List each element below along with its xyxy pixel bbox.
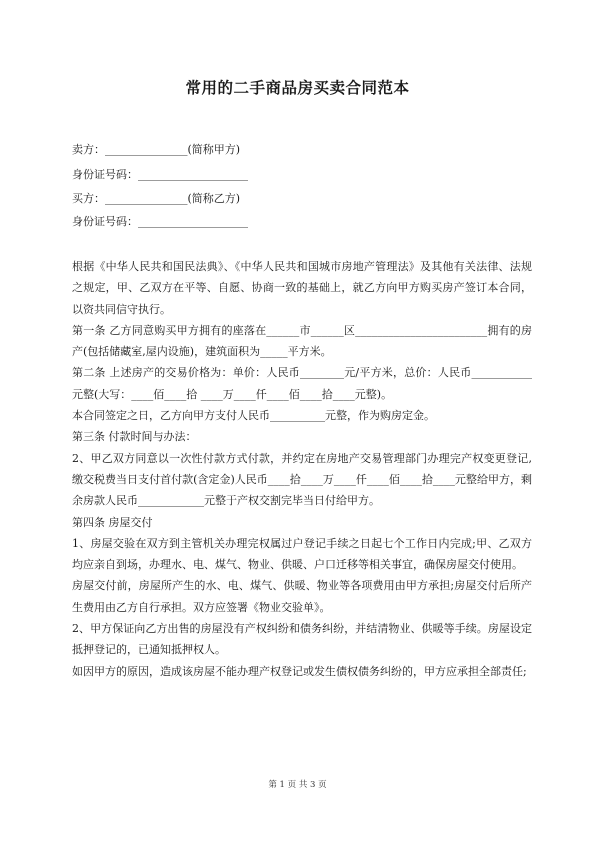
page-footer: 第 1 页 共 3 页 <box>268 780 327 790</box>
article-2-paragraph: 第二条 上述房产的交易价格为：单价：人民币________元/平方米，总价：人民币___________元整(大写：____佰____拾 ____万____仟____佰____拾____元整)。 <box>72 366 532 401</box>
buyer-id-line: 身份证号码：____________________ <box>72 215 248 228</box>
delivery-paragraph-2: 房屋交付前，房屋所产生的水、电、煤气、供暖、物业等各项费用由甲方承担;房屋交付后所产生费用由乙方自行承担。双方应签署《物业交验单》。 <box>72 579 532 614</box>
preamble-paragraph: 根据《中华人民共和国民法典》、《中华人民共和国城市房地产管理法》及其他有关法律、法规之规定，甲、乙双方在平等、自愿、协商一致的基础上，就乙方向甲方购买房产签订本合同，以资共同信守执行。 <box>72 260 532 316</box>
payment-paragraph: 2、甲乙双方同意以一次性付款方式付款，并约定在房地产交易管理部门办理完产权变更登记,缴交税费当日支付首付款(含定金)人民币____拾____万____仟____佰____拾____元整给甲方，剩余房款人民币____________元整于产权交割完毕当日付给甲方。 <box>72 451 532 508</box>
seller-line: 卖方：_______________(简称甲方) <box>72 143 241 156</box>
article-1-paragraph: 第一条 乙方同意购买甲方拥有的座落在______市______区________________________拥有的房产(包括储藏室,屋内设施)，建筑面积为_____平方米。 <box>72 323 532 359</box>
article-4-heading: 第四条 房屋交付 <box>72 515 153 529</box>
delivery-paragraph-4: 如因甲方的原因，造成该房屋不能办理产权登记或发生债权债务纠纷的，甲方应承担全部责任; <box>72 664 527 678</box>
delivery-paragraph-3: 2、甲方保证向乙方出售的房屋没有产权纠纷和债务纠纷，并结清物业、供暖等手续。房屋设定抵押登记的，已通知抵押权人。 <box>72 622 532 657</box>
document-title: 常用的二手商品房买卖合同范本 <box>185 79 410 97</box>
buyer-line: 买方：_______________(简称乙方) <box>72 192 241 205</box>
delivery-paragraph-1: 1、房屋交验在双方到主管机关办理完权属过户登记手续之日起七个工作日内完成;甲、乙双方均应亲自到场，办理水、电、煤气、物业、供暖、户口迁移等相关事宜，确保房屋交付使用。 <box>72 536 532 572</box>
contract-body <box>72 256 532 682</box>
article-3-heading: 第三条 付款时间与办法： <box>72 430 197 444</box>
deposit-paragraph: 本合同签定之日，乙方向甲方支付人民币__________元整，作为购房定金。 <box>72 409 435 423</box>
seller-id-line: 身份证号码：____________________ <box>72 168 248 181</box>
